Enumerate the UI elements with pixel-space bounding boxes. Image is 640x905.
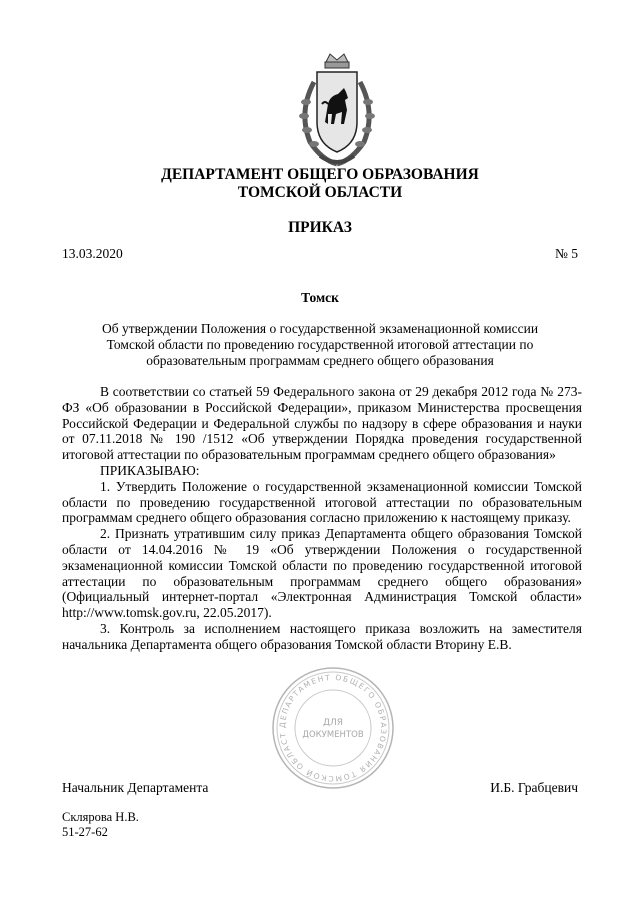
order-item: 1. Утвердить Положение о государственной экзаменационной комиссии Томской области по проведению государственной итоговой аттестации по образовательным программам среднего общего образования согласно приложению к настоящему приказу. [62,478,582,526]
executor-phone: 51-27-62 [62,825,108,839]
stamp-ring-text: ДЕПАРТАМЕНТ ОБЩЕГО ОБРАЗОВАНИЯ ТОМСКОЙ ОБЛАСТ [277,672,389,784]
order-body [62,384,582,653]
order-item: 3. Контроль за исполнением настоящего приказа возложить на заместителя начальника Департамента общего образования Томской области Вторину Е.В. [62,620,582,652]
order-date: 13.03.2020 [62,246,123,261]
title-line: Об утверждении Положения о государственной экзаменационной комиссии [101,321,539,336]
decree-word: ПРИКАЗЫВАЮ: [100,462,200,478]
order-title [0,321,640,369]
tomsk-coat-of-arms-icon [292,52,382,170]
executor-name: Склярова Н.В. [62,810,139,824]
document-stamp [268,663,398,793]
preamble: В соответствии со статьей 59 Федерального закона от 29 декабря 2012 года № 273-ФЗ «Об образовании в Российской Федерации», приказом Министерства просвещения Российской Федерации и Федеральной службы по надзору в сфере образования и науки от 07.11.2018 № 190 /1512 «Об утверждении Порядка проведения государственной итоговой аттестации по образовательным программам среднего общего образования» [62,384,582,463]
coat-of-arms-emblem [292,52,382,170]
stamp-text-line2: ДОКУМЕНТОВ [302,730,364,740]
title-line: образовательным программам среднего общего образования [146,353,494,368]
document-type: ПРИКАЗ [288,219,352,236]
stamp-text-line1: ДЛЯ [322,718,344,728]
stamp-seal-icon [268,663,398,793]
order-item: 2. Признать утратившим силу приказ Департамента общего образования Томской области от 14.04.2016 № 19 «Об утверждении Положения о государственной экзаменационной комиссии Томской области по проведению государственной итоговой аттестации по образовательным программам среднего общего образования» (Официальный интернет-портал «Электронная Администрация Томской области» http://www.tomsk.gov.ru, 22.05.2017). [62,526,582,621]
department-name-line2: ТОМСКОЙ ОБЛАСТИ [237,184,403,201]
signatory-position: Начальник Департамента [62,780,209,795]
title-line: Томской области по проведению государственной итоговой аттестации по [106,337,534,352]
signatory-name: И.Б. Грабцевич [490,780,578,795]
city: Томск [301,290,339,305]
order-number: № 5 [554,246,578,261]
department-name-line1: ДЕПАРТАМЕНТ ОБЩЕГО ОБРАЗОВАНИЯ [161,166,479,183]
